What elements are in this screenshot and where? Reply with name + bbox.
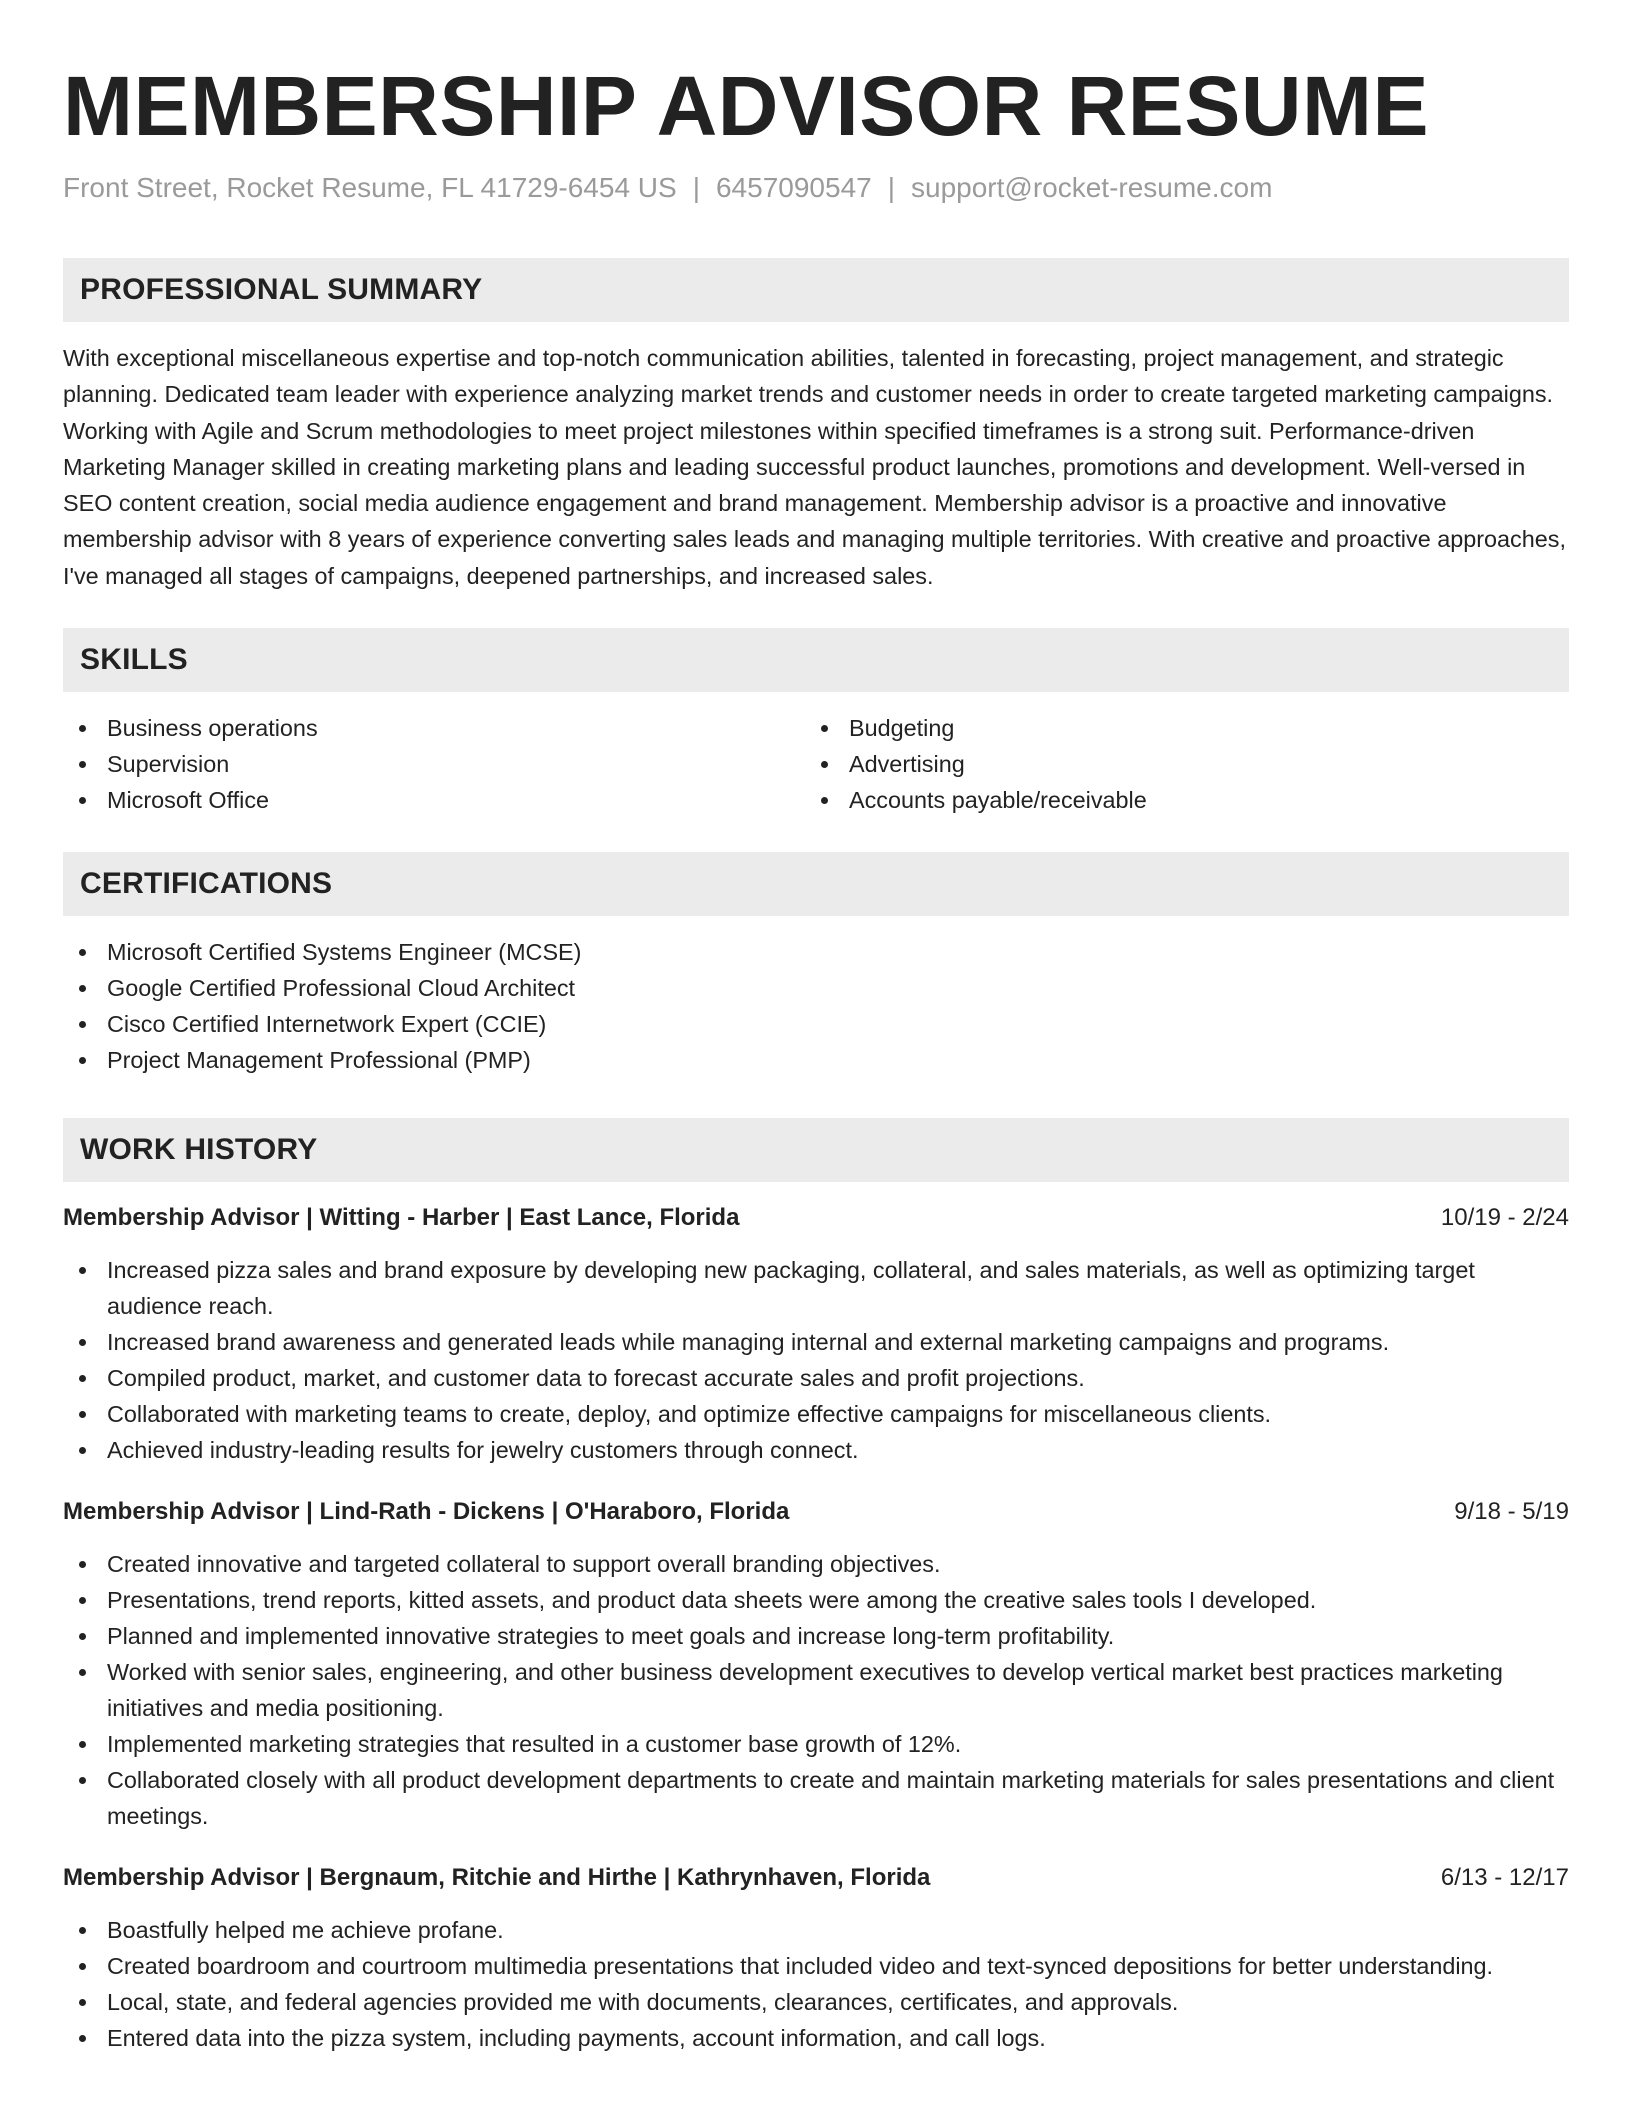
list-item: Presentations, trend reports, kitted assets, and product data sheets were among the creative sales tools I developed.	[63, 1582, 1569, 1618]
list-item: Increased pizza sales and brand exposure by developing new packaging, collateral, and sales materials, as well as optimizing target audience reach.	[63, 1252, 1569, 1324]
list-item: Advertising	[805, 746, 1547, 782]
work-history-section	[63, 1118, 1569, 2056]
job-dates: 6/13 - 12/17	[1440, 1864, 1569, 1892]
job-dates: 9/18 - 5/19	[1454, 1498, 1569, 1526]
section-heading-work-history: WORK HISTORY	[63, 1118, 1569, 1182]
list-item: Cisco Certified Internetwork Expert (CCIE)	[63, 1006, 1569, 1042]
skills-grid	[63, 710, 1569, 818]
job-title: Membership Advisor | Witting - Harber | East Lance, Florida	[63, 1204, 740, 1232]
list-item: Created boardroom and courtroom multimedia presentations that included video and text-synced depositions for better understanding.	[63, 1948, 1569, 1984]
list-item: Boastfully helped me achieve profane.	[63, 1912, 1569, 1948]
list-item: Business operations	[63, 710, 805, 746]
contact-separator: |	[692, 172, 700, 203]
skills-list-left	[63, 710, 805, 818]
contact-address: Front Street, Rocket Resume, FL 41729-6454 US	[63, 172, 677, 203]
list-item: Collaborated with marketing teams to create, deploy, and optimize effective campaigns for miscellaneous clients.	[63, 1396, 1569, 1432]
job-bullets	[63, 1546, 1569, 1834]
section-heading-certifications: CERTIFICATIONS	[63, 852, 1569, 916]
certifications-section	[63, 852, 1569, 1078]
list-item: Created innovative and targeted collateral to support overall branding objectives.	[63, 1546, 1569, 1582]
list-item: Microsoft Certified Systems Engineer (MCSE)	[63, 934, 1569, 970]
section-heading-summary: PROFESSIONAL SUMMARY	[63, 258, 1569, 322]
professional-summary-section	[63, 258, 1569, 594]
list-item: Increased brand awareness and generated leads while managing internal and external marketing campaigns and programs.	[63, 1324, 1569, 1360]
resume-title: MEMBERSHIP ADVISOR RESUME	[63, 59, 1430, 153]
job-dates: 10/19 - 2/24	[1440, 1204, 1569, 1232]
list-item: Accounts payable/receivable	[805, 782, 1547, 818]
job-title: Membership Advisor | Bergnaum, Ritchie and Hirthe | Kathrynhaven, Florida	[63, 1864, 931, 1892]
list-item: Worked with senior sales, engineering, and other business development executives to develop vertical market best practices marketing initiatives and media positioning.	[63, 1654, 1569, 1726]
contact-separator: |	[887, 172, 895, 203]
list-item: Budgeting	[805, 710, 1547, 746]
list-item: Achieved industry-leading results for jewelry customers through connect.	[63, 1432, 1569, 1468]
list-item: Supervision	[63, 746, 805, 782]
skills-list-right	[805, 710, 1547, 818]
job-header	[63, 1494, 1569, 1530]
list-item: Local, state, and federal agencies provided me with documents, clearances, certificates, and approvals.	[63, 1984, 1569, 2020]
list-item: Project Management Professional (PMP)	[63, 1042, 1569, 1078]
section-heading-skills: SKILLS	[63, 628, 1569, 692]
contact-email[interactable]: support@rocket-resume.com	[911, 172, 1273, 203]
list-item: Collaborated closely with all product development departments to create and maintain marketing materials for sales presentations and client meetings.	[63, 1762, 1569, 1834]
contact-phone: 6457090547	[715, 172, 872, 203]
list-item: Entered data into the pizza system, including payments, account information, and call logs.	[63, 2020, 1569, 2056]
list-item: Planned and implemented innovative strategies to meet goals and increase long-term profitability.	[63, 1618, 1569, 1654]
certifications-list	[63, 934, 1569, 1078]
job-header	[63, 1860, 1569, 1896]
job-bullets	[63, 1912, 1569, 2056]
list-item: Implemented marketing strategies that resulted in a customer base growth of 12%.	[63, 1726, 1569, 1762]
list-item: Compiled product, market, and customer data to forecast accurate sales and profit projections.	[63, 1360, 1569, 1396]
list-item: Microsoft Office	[63, 782, 805, 818]
job-title: Membership Advisor | Lind-Rath - Dickens | O'Haraboro, Florida	[63, 1498, 790, 1526]
contact-line	[63, 168, 1569, 208]
summary-text: With exceptional miscellaneous expertise and top-notch communication abilities, talented in forecasting, project management, and strategic planning. Dedicated team leader with experience analyzing market trends and customer needs in order to create targeted marketing campaigns. Working with Agile and Scrum methodologies to meet project milestones within specified timeframes is a strong suit. Performance-driven Marketing Manager skilled in creating marketing plans and leading successful product launches, promotions and development. Well-versed in SEO content creation, social media audience engagement and brand management. Membership advisor is a proactive and innovative membership advisor with 8 years of experience converting sales leads and managing multiple territories. With creative and proactive approaches, I've managed all stages of campaigns, deepened partnerships, and increased sales.	[63, 345, 1566, 589]
job-entry	[63, 1494, 1569, 1834]
job-header	[63, 1200, 1569, 1236]
job-entry	[63, 1860, 1569, 2056]
skills-section	[63, 628, 1569, 818]
job-bullets	[63, 1252, 1569, 1468]
list-item: Google Certified Professional Cloud Architect	[63, 970, 1569, 1006]
job-entry	[63, 1200, 1569, 1468]
